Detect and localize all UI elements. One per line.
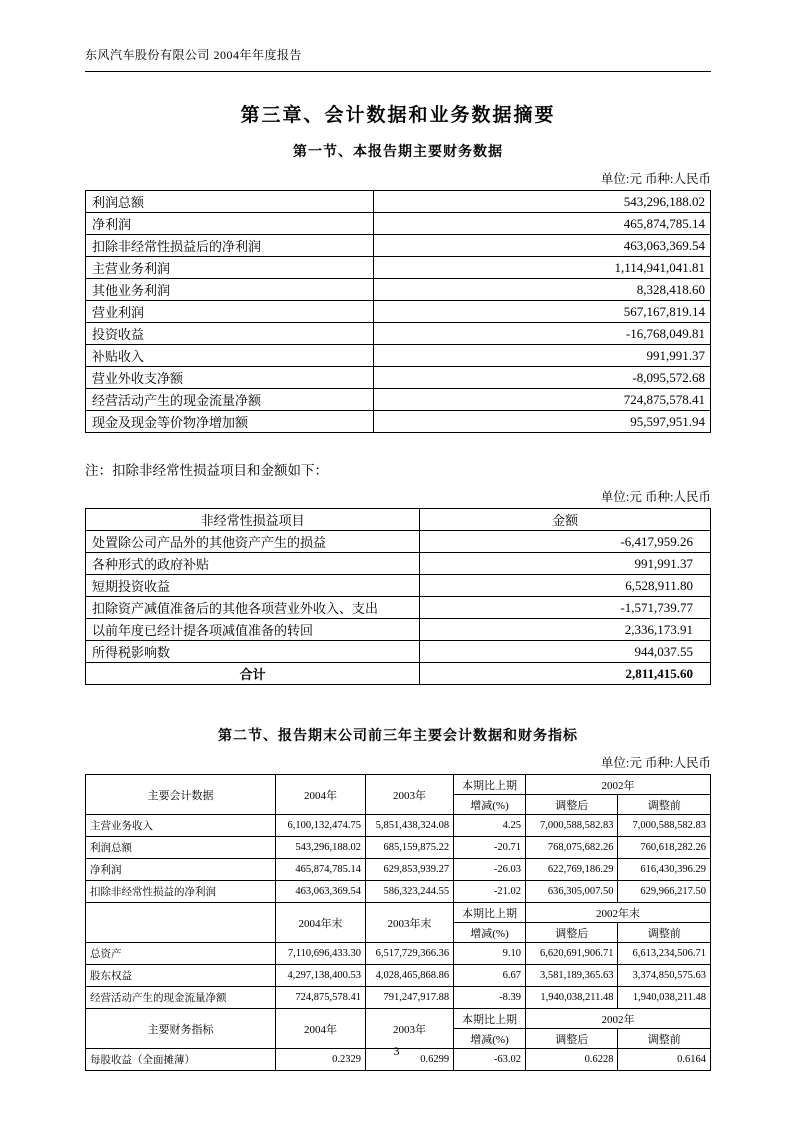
value-2002-adjusted: 3,581,189,365.63 [525, 965, 618, 987]
nonrecurring-table-header [86, 509, 711, 531]
metric-value: 463,063,369.54 [373, 235, 711, 257]
nonrecurring-note: 注：扣除非经常性损益项目和金额如下： [85, 463, 328, 478]
header-block-period-end [86, 903, 711, 943]
col-header-change-line2: 增减(%) [454, 923, 526, 943]
nonrecurring-item-label: 扣除资产减值准备后的其他各项营业外收入、支出 [86, 597, 420, 619]
nonrecurring-item-label: 各种形式的政府补贴 [86, 553, 420, 575]
total-row [86, 663, 711, 685]
value-2004: 465,874,785.14 [276, 859, 366, 881]
accounting-data-body [86, 815, 711, 903]
table-row [86, 389, 711, 411]
table-row [86, 301, 711, 323]
metric-label: 利润总额 [86, 191, 374, 213]
table-row [86, 323, 711, 345]
nonrecurring-item-amount: -6,417,959.26 [420, 531, 711, 553]
value-2002-original: 0.6164 [618, 1049, 711, 1071]
metric-label: 其他业务利润 [86, 279, 374, 301]
amount-header: 金额 [420, 509, 711, 531]
value-2004: 7,110,696,433.30 [276, 943, 366, 965]
table-row [86, 531, 711, 553]
value-2002-adjusted: 0.6228 [525, 1049, 618, 1071]
metric-label: 净利润 [86, 213, 374, 235]
nonrecurring-item-header: 非经常性损益项目 [86, 509, 420, 531]
total-label: 合计 [86, 663, 420, 685]
nonrecurring-items-table [85, 508, 711, 685]
unit-label-3: 单位:元 币种:人民币 [600, 756, 711, 770]
table-row [86, 411, 711, 433]
nonrecurring-item-label: 以前年度已经计提各项减值准备的转回 [86, 619, 420, 641]
col-header-2002: 2002年 [525, 1009, 710, 1029]
metric-value: 567,167,819.14 [373, 301, 711, 323]
value-2003: 0.6299 [365, 1049, 453, 1071]
value-2003: 586,323,244.55 [365, 881, 453, 903]
col-header-2003: 2003年 [365, 775, 453, 815]
col-header-adjusted-after: 调整后 [525, 795, 618, 815]
value-2004: 6,100,132,474.75 [276, 815, 366, 837]
value-2003: 629,853,939.27 [365, 859, 453, 881]
value-change-percent: -63.02 [454, 1049, 526, 1071]
table-row [86, 575, 711, 597]
row-label: 每股收益（全面摊薄） [86, 1049, 276, 1071]
table-row [86, 815, 711, 837]
nonrecurring-item-label: 处置除公司产品外的其他资产产生的损益 [86, 531, 420, 553]
col-header-adjusted-after: 调整后 [525, 1029, 618, 1049]
value-2004: 0.2329 [276, 1049, 366, 1071]
col-header-2004-end: 2004年末 [276, 903, 366, 943]
col-header-2002-end: 2002年末 [525, 903, 710, 923]
row-label: 利润总额 [86, 837, 276, 859]
metric-label: 营业外收支净额 [86, 367, 374, 389]
section2-title: 第二节、报告期末公司前三年主要会计数据和财务指标 [218, 729, 578, 744]
value-change-percent: -20.71 [454, 837, 526, 859]
value-change-percent: -26.03 [454, 859, 526, 881]
value-change-percent: 9.10 [454, 943, 526, 965]
nonrecurring-table-body [86, 531, 711, 663]
table-row [86, 553, 711, 575]
value-change-percent: -8.39 [454, 987, 526, 1009]
value-2002-adjusted: 768,075,682.26 [525, 837, 618, 859]
col-header-category: 主要会计数据 [86, 775, 276, 815]
metric-value: -8,095,572.68 [373, 367, 711, 389]
value-2004: 724,875,578.41 [276, 987, 366, 1009]
nonrecurring-item-amount: 6,528,911.80 [420, 575, 711, 597]
col-header-category [86, 903, 276, 943]
chapter-title: 第三章、会计数据和业务数据摘要 [240, 105, 556, 126]
table-row [86, 279, 711, 301]
value-2002-adjusted: 1,940,038,211.48 [525, 987, 618, 1009]
key-financial-data-table [85, 190, 711, 433]
metric-label: 现金及现金等价物净增加额 [86, 411, 374, 433]
unit-label-1: 单位:元 币种:人民币 [600, 172, 711, 186]
value-2002-adjusted: 636,305,007.50 [525, 881, 618, 903]
metric-label: 主营业务利润 [86, 257, 374, 279]
value-2004: 463,063,369.54 [276, 881, 366, 903]
nonrecurring-item-amount: -1,571,739.77 [420, 597, 711, 619]
header-text: 东风汽车股份有限公司 2004年年度报告 [85, 48, 303, 62]
metric-value: 465,874,785.14 [373, 213, 711, 235]
nonrecurring-table-total [86, 663, 711, 685]
row-label: 总资产 [86, 943, 276, 965]
table-row [86, 235, 711, 257]
metric-label: 投资收益 [86, 323, 374, 345]
value-2003: 5,851,438,324.08 [365, 815, 453, 837]
value-2003: 685,159,875.22 [365, 837, 453, 859]
table-row [86, 965, 711, 987]
metric-label: 补贴收入 [86, 345, 374, 367]
col-header-category: 主要财务指标 [86, 1009, 276, 1049]
header-block-indicators [86, 1009, 711, 1049]
table-row [86, 597, 711, 619]
col-header-2004: 2004年 [276, 1009, 366, 1049]
metric-value: 543,296,188.02 [373, 191, 711, 213]
nonrecurring-item-label: 短期投资收益 [86, 575, 420, 597]
value-2003: 791,247,917.88 [365, 987, 453, 1009]
row-label: 经营活动产生的现金流量净额 [86, 987, 276, 1009]
table-row [86, 367, 711, 389]
metric-label: 扣除非经常性损益后的净利润 [86, 235, 374, 257]
value-2002-adjusted: 7,000,588,582.83 [525, 815, 618, 837]
nonrecurring-item-amount: 944,037.55 [420, 641, 711, 663]
col-header-2003-end: 2003年末 [365, 903, 453, 943]
value-2002-adjusted: 6,620,691,906.71 [525, 943, 618, 965]
row-label: 主营业务收入 [86, 815, 276, 837]
value-2002-original: 760,618,282.26 [618, 837, 711, 859]
value-2002-original: 3,374,850,575.63 [618, 965, 711, 987]
table-row [86, 619, 711, 641]
col-header-2003: 2003年 [365, 1009, 453, 1049]
table-row [86, 191, 711, 213]
col-header-change-line1: 本期比上期 [454, 1009, 526, 1029]
row-label: 扣除非经常性损益的净利润 [86, 881, 276, 903]
nonrecurring-item-amount: 2,336,173.91 [420, 619, 711, 641]
value-2002-original: 629,966,217.50 [618, 881, 711, 903]
table-header-row [86, 1009, 711, 1029]
nonrecurring-item-label: 所得税影响数 [86, 641, 420, 663]
row-label: 净利润 [86, 859, 276, 881]
metric-label: 营业利润 [86, 301, 374, 323]
table-row [86, 859, 711, 881]
metric-label: 经营活动产生的现金流量净额 [86, 389, 374, 411]
section1-title: 第一节、本报告期主要财务数据 [293, 145, 503, 160]
value-change-percent: 4.25 [454, 815, 526, 837]
metric-value: 8,328,418.60 [373, 279, 711, 301]
col-header-adjusted-after: 调整后 [525, 923, 618, 943]
table-row [86, 837, 711, 859]
col-header-adjusted-before: 调整前 [618, 923, 711, 943]
value-2004: 543,296,188.02 [276, 837, 366, 859]
table-row [86, 881, 711, 903]
value-2002-original: 6,613,234,506.71 [618, 943, 711, 965]
page-number: 3 [393, 1044, 400, 1058]
header-block-accounting [86, 775, 711, 815]
col-header-change-line2: 增减(%) [454, 1029, 526, 1049]
total-value: 2,811,415.60 [420, 663, 711, 685]
col-header-adjusted-before: 调整前 [618, 795, 711, 815]
value-2002-adjusted: 622,769,186.29 [525, 859, 618, 881]
nonrecurring-item-amount: 991,991.37 [420, 553, 711, 575]
value-change-percent: 6.67 [454, 965, 526, 987]
period-end-data-body [86, 943, 711, 1009]
unit-label-2: 单位:元 币种:人民币 [600, 490, 711, 504]
value-2002-original: 1,940,038,211.48 [618, 987, 711, 1009]
col-header-change-line1: 本期比上期 [454, 903, 526, 923]
table-row [86, 213, 711, 235]
three-year-comparison-table [85, 774, 711, 1071]
col-header-change-line2: 增减(%) [454, 795, 526, 815]
value-2003: 6,517,729,366.36 [365, 943, 453, 965]
table-row [86, 345, 711, 367]
col-header-2004: 2004年 [276, 775, 366, 815]
metric-value: 95,597,951.94 [373, 411, 711, 433]
col-header-adjusted-before: 调整前 [618, 1029, 711, 1049]
table-header-row [86, 775, 711, 795]
value-2003: 4,028,465,868.86 [365, 965, 453, 987]
table-header-row [86, 903, 711, 923]
metric-value: 991,991.37 [373, 345, 711, 367]
metric-value: -16,768,049.81 [373, 323, 711, 345]
table-row [86, 641, 711, 663]
table-header-row [86, 509, 711, 531]
metric-value: 724,875,578.41 [373, 389, 711, 411]
value-2002-original: 616,430,396.29 [618, 859, 711, 881]
key-financial-data-body [86, 191, 711, 433]
col-header-2002: 2002年 [525, 775, 710, 795]
table-row [86, 257, 711, 279]
value-2004: 4,297,138,400.53 [276, 965, 366, 987]
value-2002-original: 7,000,588,582.83 [618, 815, 711, 837]
metric-value: 1,114,941,041.81 [373, 257, 711, 279]
table-row [86, 943, 711, 965]
row-label: 股东权益 [86, 965, 276, 987]
document-header [85, 46, 711, 72]
col-header-change-line1: 本期比上期 [454, 775, 526, 795]
value-change-percent: -21.02 [454, 881, 526, 903]
table-row [86, 987, 711, 1009]
